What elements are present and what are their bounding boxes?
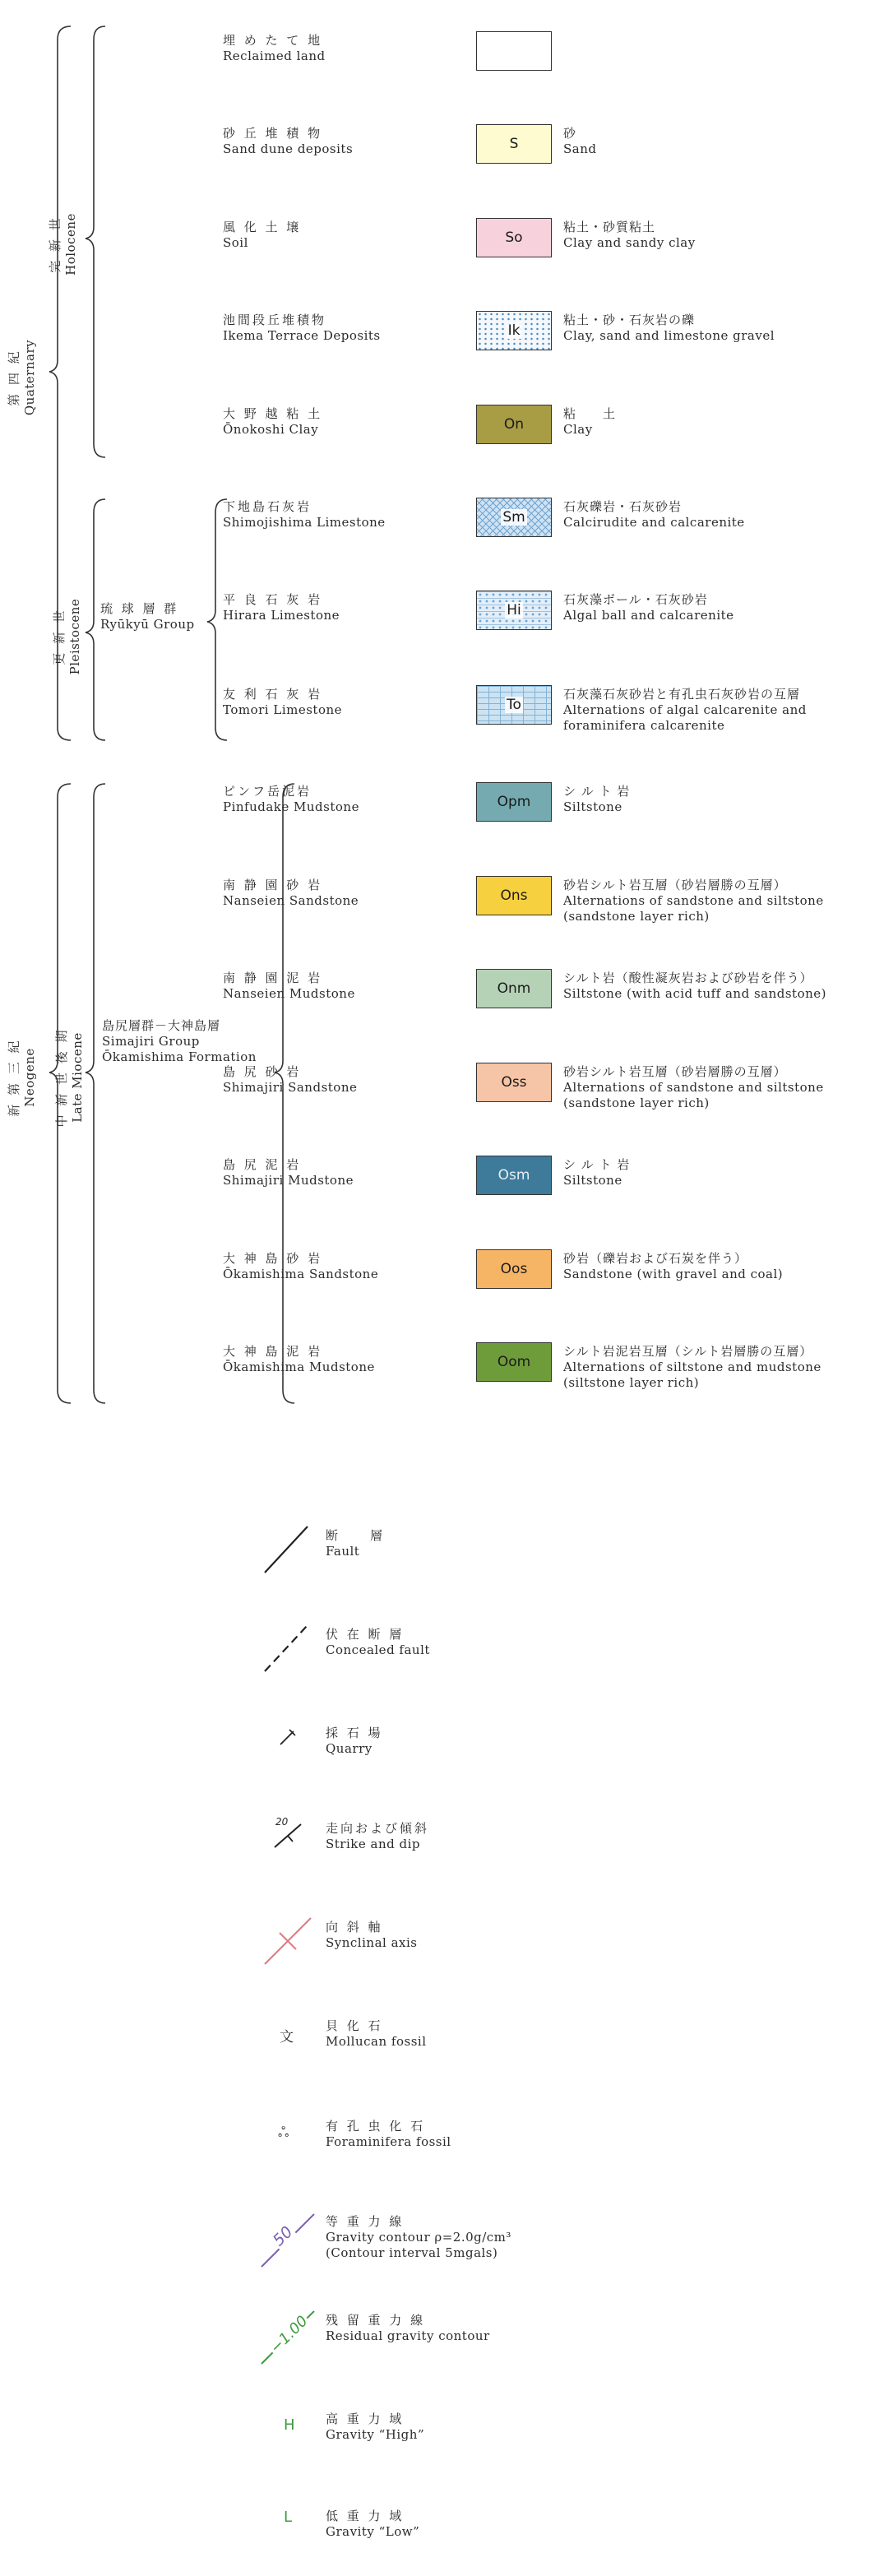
unit-code: S [509, 136, 519, 152]
concealed-fault-symbol [261, 1622, 311, 1675]
symbol-label [326, 2214, 511, 2261]
unit-description [563, 1157, 630, 1188]
unit-desc-en: Clay, sand and limestone gravel [563, 328, 775, 343]
unit-desc-jp: 砂岩（礫岩および石炭を伴う） [563, 1251, 748, 1266]
unit-swatch [476, 124, 552, 164]
unit-name [223, 1251, 378, 1282]
unit-desc-en: Sand [563, 141, 597, 156]
unit-swatch [476, 498, 552, 537]
unit-name-en: Ikema Terrace Deposits [223, 328, 381, 343]
unit-description [563, 313, 775, 344]
pleistocene-label: 更 新 世 Pleistocene [52, 598, 82, 675]
unit-code: Oss [501, 1074, 527, 1091]
unit-name [223, 33, 326, 64]
symbol-label-en: Synclinal axis [326, 1935, 418, 1950]
unit-desc-jp: シ ル ト 岩 [563, 784, 631, 799]
unit-code: Hi [507, 602, 521, 619]
symbol-label-en: Gravity “High” [326, 2427, 425, 2442]
unit-code: Ons [500, 887, 528, 904]
unit-name-jp: ピンフ岳泥岩 [223, 784, 312, 799]
unit-swatch [476, 311, 552, 350]
symbol-label-jp: 等 重 力 線 [326, 2214, 405, 2229]
gravity-high-symbol: H [284, 2416, 295, 2434]
unit-name-en: Sand dune deposits [223, 141, 354, 156]
symbol-label [326, 1726, 383, 1757]
unit-desc-en: Alternations of sandstone and siltstone [563, 893, 824, 908]
unit-name-en: Ōnokoshi Clay [223, 422, 319, 437]
unit-name-jp: 埋 め た て 地 [223, 33, 323, 48]
unit-desc-en: Calcirudite and calcarenite [563, 515, 745, 530]
unit-desc-jp: 石灰礫岩・石灰砂岩 [563, 499, 683, 514]
fault-symbol [261, 1523, 311, 1576]
unit-description [563, 220, 696, 251]
unit-desc-en: Siltstone [563, 1173, 622, 1188]
unit-name-jp: 平 良 石 灰 岩 [223, 592, 323, 607]
symbol-label [326, 2412, 424, 2443]
synclinal-axis-symbol [261, 1915, 314, 1967]
unit-name [223, 313, 381, 344]
symbol-label-en: Gravity “Low” [326, 2524, 420, 2539]
gravity-low-symbol: L [284, 2509, 293, 2526]
unit-desc-en: Clay [563, 422, 593, 437]
unit-desc-en: Siltstone [563, 799, 622, 814]
quaternary-label: 第 四 紀 Quaternary [7, 339, 37, 416]
symbol-label-en: Fault [326, 1544, 360, 1559]
unit-name-jp: 風 化 土 壌 [223, 220, 302, 234]
symbol-label-en: Strike and dip [326, 1837, 420, 1851]
unit-swatch [476, 876, 552, 915]
unit-description [563, 687, 807, 734]
unit-desc-jp: 粘 土 [563, 406, 617, 421]
unit-code: On [503, 416, 525, 433]
symbol-label-en: Quarry [326, 1741, 373, 1756]
late-miocene-label: 中 新 世 後 期 Late Miocene [54, 1027, 85, 1128]
holocene-brace [86, 26, 105, 457]
unit-desc-jp: 砂 [563, 126, 577, 141]
unit-name [223, 687, 342, 718]
unit-code: Opm [497, 794, 531, 810]
unit-swatch [476, 1156, 552, 1195]
symbol-label-jp: 伏 在 断 層 [326, 1627, 405, 1642]
symbol-label [326, 1627, 430, 1658]
unit-name-jp: 砂 丘 堆 積 物 [223, 126, 323, 141]
unit-name-jp: 南 静 園 砂 岩 [223, 878, 323, 892]
unit-swatch [476, 1342, 552, 1382]
unit-swatch [476, 969, 552, 1008]
unit-name-jp: 池間段丘堆積物 [223, 313, 327, 327]
unit-swatch [476, 1249, 552, 1289]
unit-desc-en: (sandstone layer rich) [563, 1096, 710, 1110]
neogene-label: 新 第 三 紀 Neogene [7, 1038, 37, 1117]
symbol-label [326, 1821, 429, 1852]
symbol-label-jp: 高 重 力 域 [326, 2412, 405, 2426]
unit-name [223, 784, 359, 815]
unit-name-jp: 南 静 園 泥 岩 [223, 971, 323, 985]
unit-desc-en: Alternations of siltstone and mudstone [563, 1360, 821, 1374]
unit-desc-jp: シルト岩泥岩互層（シルト岩層勝の互層） [563, 1344, 813, 1359]
unit-desc-en: Alternations of sandstone and siltstone [563, 1080, 824, 1095]
unit-desc-en: (sandstone layer rich) [563, 909, 710, 924]
unit-description [563, 1344, 821, 1391]
unit-name-en: Shimajiri Mudstone [223, 1173, 354, 1188]
unit-swatch [476, 782, 552, 822]
unit-description [563, 499, 745, 530]
unit-desc-en: Siltstone (with acid tuff and sandstone) [563, 986, 826, 1001]
unit-code: Oos [500, 1261, 528, 1277]
unit-description [563, 971, 826, 1002]
symbol-label-en: Foraminifera fossil [326, 2134, 451, 2149]
unit-name-jp: 大 野 越 粘 土 [223, 406, 323, 421]
unit-name-en: Shimajiri Sandstone [223, 1080, 358, 1095]
strike-dip-value: 20 [275, 1816, 289, 1828]
unit-desc-jp: 粘土・砂・石灰岩の礫 [563, 313, 696, 327]
unit-description [563, 878, 824, 924]
unit-name-en: Ōkamishima Sandstone [223, 1267, 379, 1281]
unit-desc-en: Alternations of algal calcarenite and [563, 702, 807, 717]
unit-name-en: Reclaimed land [223, 49, 326, 63]
unit-name [223, 1064, 357, 1096]
unit-name [223, 878, 359, 909]
unit-desc-en: foraminifera calcarenite [563, 718, 725, 733]
shimajiri-group-label: 島尻層群－大神島層 Simajiri Group Ōkamishima Formation [102, 1018, 257, 1064]
unit-desc-jp: 砂岩シルト岩互層（砂岩層勝の互層） [563, 1064, 787, 1079]
unit-name-en: Hirara Limestone [223, 608, 340, 623]
symbol-label-jp: 貝 化 石 [326, 2018, 383, 2033]
unit-code: So [505, 229, 523, 246]
unit-desc-en: Clay and sandy clay [563, 235, 696, 250]
symbol-label-jp: 有 孔 虫 化 石 [326, 2119, 426, 2134]
symbol-label [326, 2119, 451, 2150]
quarry-symbol [278, 1727, 298, 1747]
unit-desc-en: Sandstone (with gravel and coal) [563, 1267, 784, 1281]
symbol-label [326, 1920, 417, 1951]
unit-description [563, 784, 630, 815]
unit-desc-jp: シ ル ト 岩 [563, 1157, 631, 1172]
unit-swatch [476, 591, 552, 630]
unit-code: Osm [497, 1167, 530, 1184]
unit-name-jp: 大 神 島 泥 岩 [223, 1344, 323, 1359]
ryukyu-group-label: 琉 球 層 群 Ryūkyū Group [100, 601, 195, 632]
unit-name-en: Pinfudake Mudstone [223, 799, 359, 814]
symbol-label-jp: 採 石 場 [326, 1726, 383, 1740]
unit-description [563, 126, 596, 157]
unit-swatch [476, 218, 552, 257]
symbol-label-jp: 向 斜 軸 [326, 1920, 383, 1934]
unit-name [223, 592, 340, 623]
unit-description [563, 1064, 824, 1111]
unit-name [223, 1157, 354, 1188]
unit-name [223, 220, 301, 251]
foraminifera-fossil-symbol: ஃ [278, 2124, 289, 2141]
unit-name [223, 406, 322, 438]
symbol-label-en: (Contour interval 5mgals) [326, 2245, 498, 2260]
unit-name [223, 126, 353, 157]
unit-desc-jp: 粘土・砂質粘土 [563, 220, 656, 234]
unit-name [223, 1344, 375, 1375]
unit-description [563, 592, 734, 623]
unit-name-jp: 大 神 島 砂 岩 [223, 1251, 323, 1266]
symbol-label [326, 2509, 419, 2540]
residual-gravity-value: −1.00 [266, 2312, 312, 2357]
symbol-label-jp: 残 留 重 力 線 [326, 2313, 426, 2328]
unit-name-en: Nanseien Sandstone [223, 893, 359, 908]
symbol-label-en: Mollucan fossil [326, 2034, 427, 2049]
unit-name-en: Ōkamishima Mudstone [223, 1360, 375, 1374]
unit-desc-jp: シルト岩（酸性凝灰岩および砂岩を伴う） [563, 971, 813, 985]
holocene-label: 完 新 世 Holocene [48, 213, 78, 276]
symbol-label-jp: 走向および傾斜 [326, 1821, 430, 1836]
unit-description [563, 406, 616, 438]
unit-swatch [476, 31, 552, 71]
unit-desc-jp: 砂岩シルト岩互層（砂岩層勝の互層） [563, 878, 787, 892]
unit-desc-jp: 石灰藻石灰砂岩と有孔虫石灰砂岩の互層 [563, 687, 801, 702]
symbol-label-en: Concealed fault [326, 1642, 430, 1657]
unit-swatch [476, 405, 552, 444]
unit-code: Sm [502, 509, 525, 526]
unit-name-jp: 下地島石灰岩 [223, 499, 312, 514]
symbol-label-jp: 低 重 力 域 [326, 2509, 405, 2523]
unit-name-en: Nanseien Mudstone [223, 986, 355, 1001]
unit-code: To [507, 697, 521, 713]
unit-desc-en: (siltstone layer rich) [563, 1375, 700, 1390]
symbol-label [326, 2018, 427, 2050]
symbol-label-en: Residual gravity contour [326, 2328, 490, 2343]
symbol-label [326, 1528, 385, 1559]
unit-desc-en: Algal ball and calcarenite [563, 608, 734, 623]
mollusc-fossil-symbol: 文 [280, 2029, 294, 2046]
unit-code: Ik [507, 322, 521, 339]
symbol-label-en: Gravity contour ρ=2.0g/cm³ [326, 2230, 511, 2245]
unit-swatch [476, 685, 552, 725]
symbol-label [326, 2313, 490, 2344]
unit-name-jp: 島 尻 泥 岩 [223, 1157, 302, 1172]
unit-swatch [476, 1063, 552, 1102]
unit-name-jp: 島 尻 砂 岩 [223, 1064, 302, 1079]
gravity-contour-value: 50 [269, 2222, 297, 2250]
unit-code: Onm [497, 980, 531, 997]
unit-name-jp: 友 利 石 灰 岩 [223, 687, 323, 702]
unit-name-en: Tomori Limestone [223, 702, 343, 717]
unit-desc-jp: 石灰藻ボール・石灰砂岩 [563, 592, 708, 607]
unit-name-en: Soil [223, 235, 248, 250]
symbol-label-jp: 断 層 [326, 1528, 386, 1543]
unit-name [223, 971, 355, 1002]
unit-name-en: Shimojishima Limestone [223, 515, 386, 530]
unit-description [563, 1251, 783, 1282]
unit-name [223, 499, 386, 530]
unit-code: Oom [497, 1354, 531, 1370]
